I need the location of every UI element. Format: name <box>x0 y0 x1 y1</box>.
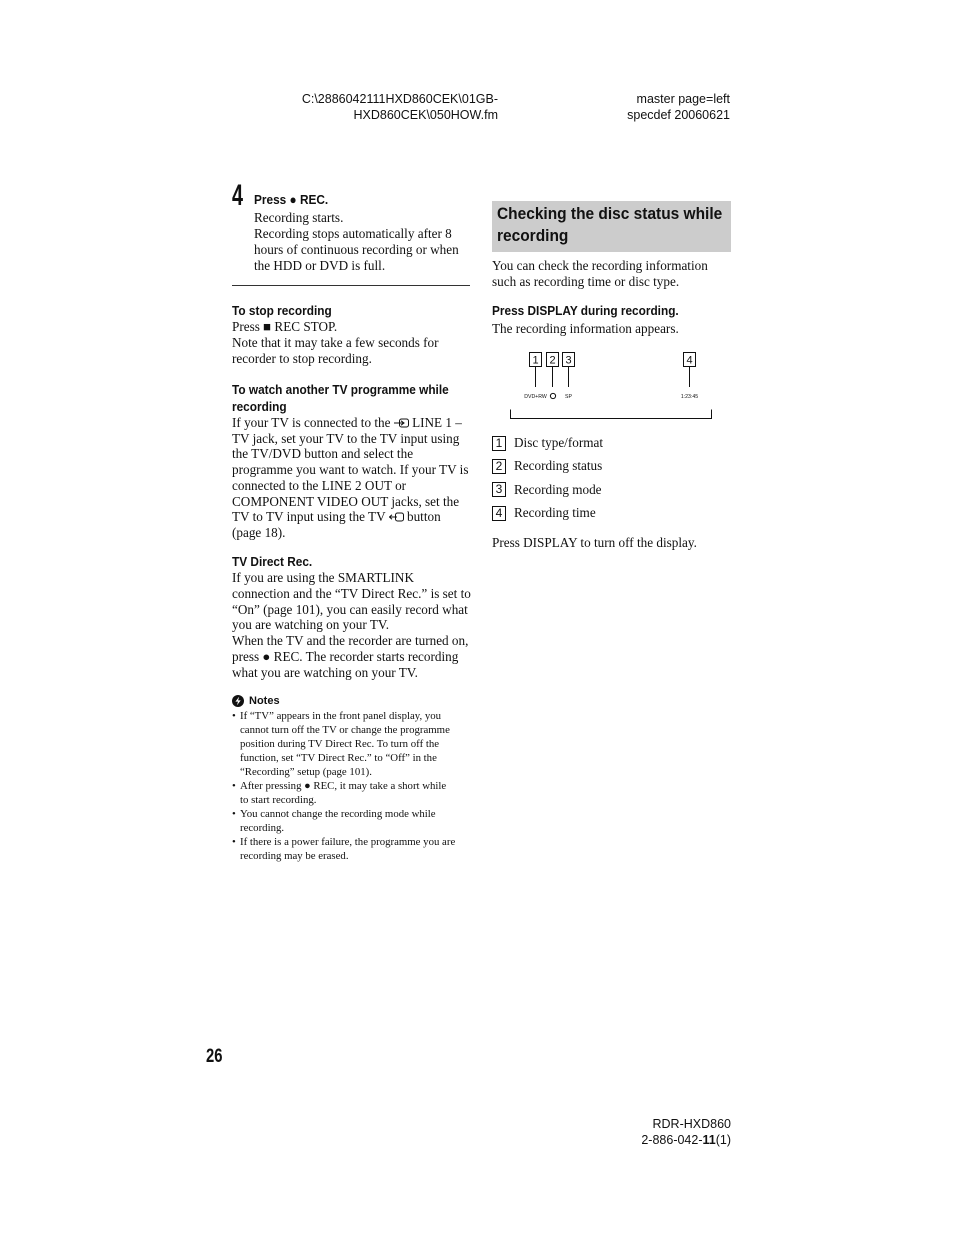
legend-label: Disc type/format <box>514 435 603 451</box>
display-frame <box>511 410 712 419</box>
step-number: 4 <box>232 179 244 212</box>
notes-heading: Notes <box>249 695 280 707</box>
note-line: recording. <box>240 822 285 834</box>
section-title-line: recording <box>497 226 569 245</box>
text-line: TV jack, set your TV to the TV input using <box>232 430 460 446</box>
recording-status-circle-icon <box>550 393 555 398</box>
code-suffix: (1) <box>715 1133 731 1147</box>
legend-item <box>492 501 731 524</box>
page-footer <box>641 1116 731 1148</box>
legend-label: Recording mode <box>514 481 602 497</box>
note-line: • If “TV” appears in the front panel display, you <box>240 710 442 722</box>
stop-recording-heading: To stop recording <box>232 303 332 318</box>
legend-label: Recording time <box>514 505 596 521</box>
text-segment: If your TV is connected to the <box>232 415 391 430</box>
step-title-row <box>254 192 336 208</box>
recording-info-display-diagram <box>492 345 731 425</box>
notes-list <box>232 709 455 863</box>
text-line <box>232 509 468 525</box>
section-divider <box>232 285 470 286</box>
tv-direct-rec-heading: TV Direct Rec. <box>232 554 313 569</box>
text-line: Note that it may take a few seconds for <box>232 335 439 350</box>
text-line: what you are watching on your TV. <box>232 664 418 680</box>
callout-number: 3 <box>565 354 572 367</box>
display-recording-time: 1:23:45 <box>680 394 699 400</box>
note-line: recording may be erased. <box>240 850 349 862</box>
tv-input-button-icon <box>389 512 404 522</box>
model-number: RDR-HXD860 <box>652 1117 731 1131</box>
text-line: such as recording time or disc type. <box>492 274 680 289</box>
master-page-header <box>627 92 730 123</box>
note-line: • After pressing ● REC, it may take a short while <box>240 780 447 792</box>
step-text-line: Recording stops automatically after 8 <box>254 226 452 241</box>
step-text-line: hours of continuous recording or when <box>254 242 459 257</box>
diagram-legend <box>492 432 731 525</box>
display-recording-mode: SP <box>565 394 572 400</box>
document-code <box>641 1132 731 1148</box>
note-line: • You cannot change the recording mode while <box>240 808 436 820</box>
display-off-note: Press DISPLAY to turn off the display. <box>492 535 697 550</box>
note-item <box>232 807 455 835</box>
file-path-line: HXD860CEK\050HOW.fm <box>353 107 498 122</box>
line-input-icon <box>394 418 409 428</box>
section-heading-box <box>492 201 731 252</box>
callout-number: 2 <box>549 354 556 367</box>
legend-number: 3 <box>492 482 506 497</box>
watch-tv-middle-lines <box>232 431 468 510</box>
tv-direct-rec-heading-row <box>232 554 320 570</box>
text-line: COMPONENT VIDEO OUT jacks, set the <box>232 493 460 509</box>
note-item <box>232 779 455 807</box>
text-line <box>232 415 468 431</box>
heading-line: To watch another TV programme while <box>232 381 449 397</box>
stop-recording-heading-row <box>232 303 342 319</box>
text-segment: TV to TV input using the TV <box>232 509 386 525</box>
note-line: • If there is a power failure, the programme you are <box>240 836 456 848</box>
text-line: When the TV and the recorder are turned on, <box>232 633 469 649</box>
text-line: the TV/DVD button and select the <box>232 446 414 462</box>
step-text-line: the HDD or DVD is full. <box>254 258 386 273</box>
stop-recording-text <box>232 319 439 367</box>
text-line: recorder to stop recording. <box>232 351 372 366</box>
note-item <box>232 709 455 779</box>
display-disc-type: DVD+RW <box>524 394 547 400</box>
page-number: 26 <box>206 1046 223 1067</box>
text-line: (page 18). <box>232 524 286 540</box>
legend-item <box>492 432 731 455</box>
note-line: position during TV Direct Rec. To turn off the <box>240 738 440 750</box>
callout-number: 4 <box>686 354 693 367</box>
legend-item <box>492 455 731 478</box>
callout-number: 1 <box>532 354 539 367</box>
code-prefix: 2-886-042- <box>641 1133 703 1147</box>
text-line: Press ■ REC STOP. <box>232 319 338 334</box>
heading-line: recording <box>232 398 287 414</box>
section-title-line: Checking the disc status while <box>497 204 723 223</box>
master-page-line: master page=left <box>636 92 730 106</box>
step-description <box>254 210 459 274</box>
text-line: press ● REC. The recorder starts recording <box>232 648 459 664</box>
legend-number: 4 <box>492 506 506 521</box>
notes-heading-row <box>232 694 280 708</box>
text-line: connection and the “TV Direct Rec.” is set to <box>232 585 471 601</box>
text-line: you are watching on your TV. <box>232 617 389 633</box>
instruction-heading: Press DISPLAY during recording. <box>492 303 679 318</box>
note-line: “Recording” setup (page 101). <box>240 766 372 778</box>
tv-direct-rec-text <box>232 570 471 681</box>
code-revision: 11 <box>702 1133 716 1147</box>
step-title: Press ● REC. <box>254 192 329 207</box>
note-line: function, set “TV Direct Rec.” to “Off” in the <box>240 752 437 764</box>
text-line: connected to the LINE 2 OUT or <box>232 477 407 493</box>
note-line: cannot turn off the TV or change the programme <box>240 724 450 736</box>
note-item <box>232 835 455 863</box>
text-line: If you are using the SMARTLINK <box>232 570 414 585</box>
text-segment: LINE 1 – <box>412 415 462 430</box>
note-line: to start recording. <box>240 794 317 806</box>
disc-status-intro <box>492 258 708 290</box>
text-line: “On” (page 101), you can easily record what <box>232 601 468 617</box>
legend-number: 2 <box>492 459 506 474</box>
master-page-line: specdef 20060621 <box>627 107 730 122</box>
legend-number: 1 <box>492 436 506 451</box>
section-title <box>497 203 731 247</box>
instruction-result: The recording information appears. <box>492 321 679 336</box>
watch-tv-text <box>232 415 468 541</box>
step-text-line: Recording starts. <box>254 210 344 225</box>
watch-tv-heading <box>232 381 470 415</box>
legend-item <box>492 478 731 501</box>
text-line: You can check the recording information <box>492 258 708 273</box>
text-segment: button <box>406 509 441 525</box>
file-path-line: C:\2886042111HXD860CEK\01GB- <box>301 92 498 106</box>
instruction-row <box>492 303 697 319</box>
legend-label: Recording status <box>514 458 603 474</box>
text-line: programme you want to watch. If your TV is <box>232 462 469 478</box>
notes-icon <box>232 695 244 707</box>
file-path-header <box>302 92 498 123</box>
